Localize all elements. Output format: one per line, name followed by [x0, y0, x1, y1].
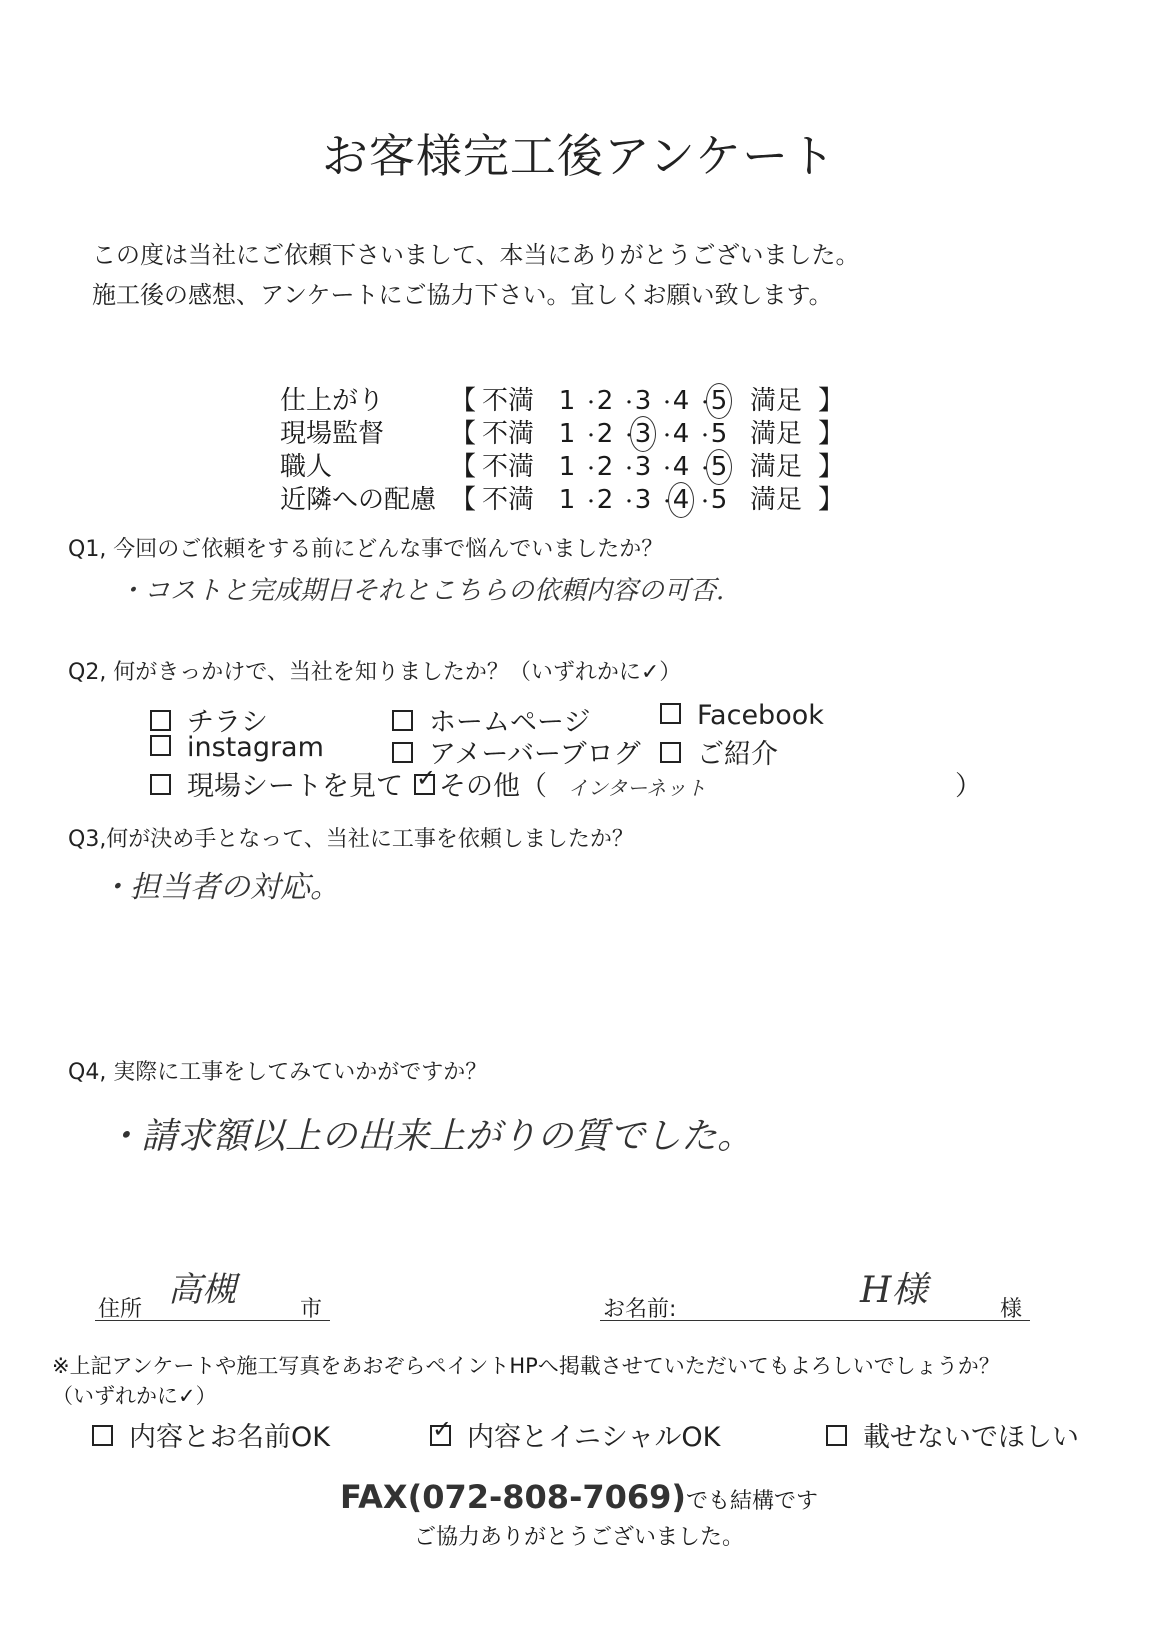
separator: ・: [620, 492, 639, 513]
rating-option-2[interactable]: 2: [596, 485, 614, 515]
q2-option-referral[interactable]: ご紹介: [660, 732, 778, 771]
consent-question: ※上記アンケートや施工写真をあおぞらペイントHPへ掲載させていただいてもよろしいでしょうか？: [52, 1354, 1000, 1378]
name-value: H様: [860, 1270, 928, 1311]
close-bracket: 】: [818, 419, 845, 449]
rating-option-5[interactable]: 5: [710, 419, 728, 449]
high-label: 満足: [750, 386, 803, 416]
open-bracket: 【: [450, 452, 477, 482]
rating-option-2[interactable]: 2: [596, 386, 614, 416]
q4-answer: ・請求額以上の出来上がりの質でした。: [105, 1116, 754, 1157]
separator: ・: [658, 459, 677, 480]
separator: ・: [620, 393, 639, 414]
rating-label: 職人: [280, 452, 333, 482]
separator: ・: [582, 393, 601, 414]
rating-option-3[interactable]: 3: [634, 452, 652, 482]
rating-option-1[interactable]: 1: [558, 452, 576, 482]
q3-question: Q3,何が決め手となって、当社に工事を依頼しましたか？: [68, 827, 634, 852]
checkbox-icon[interactable]: [660, 703, 681, 724]
q4-question: Q4, 実際に工事をしてみていかがですか？: [68, 1060, 488, 1085]
rating-option-3[interactable]: 3: [634, 485, 652, 515]
checkbox-icon[interactable]: [392, 710, 413, 731]
rating-option-2[interactable]: 2: [596, 452, 614, 482]
rating-label: 仕上がり: [280, 386, 385, 416]
open-bracket: 【: [450, 386, 477, 416]
separator: ・: [620, 426, 639, 447]
close-bracket: 】: [818, 485, 845, 515]
separator: ・: [658, 393, 677, 414]
rating-scale: [450, 479, 844, 516]
rating-label: 現場監督: [280, 419, 385, 449]
q2-option-instagram[interactable]: instagram: [150, 732, 324, 763]
checkbox-icon[interactable]: [660, 742, 681, 763]
q2-option-homepage[interactable]: ホームページ: [392, 700, 590, 739]
name-underline: [600, 1320, 1030, 1321]
checked-checkbox-icon[interactable]: [430, 1425, 451, 1446]
checkbox-icon[interactable]: [392, 742, 413, 763]
separator: ・: [696, 459, 715, 480]
rating-option-5[interactable]: 5: [704, 386, 734, 416]
rating-row: [280, 380, 844, 414]
separator: ・: [582, 426, 601, 447]
address-underline: [95, 1320, 330, 1321]
address-value: 高槻: [168, 1270, 236, 1310]
q2-question: Q2, 何がきっかけで、当社を知りましたか？（いずれかに✓）: [68, 660, 682, 685]
address-suffix: 市: [300, 1297, 323, 1322]
open-bracket: 【: [450, 485, 477, 515]
consent-note: （いずれかに✓）: [52, 1384, 217, 1408]
fax-line: [0, 1478, 1158, 1516]
rating-row: [280, 479, 844, 513]
consent-option-none[interactable]: 載せないでほしい: [826, 1415, 1079, 1454]
close-bracket: 】: [818, 452, 845, 482]
page-title: お客様完工後アンケート: [321, 129, 837, 183]
high-label: 満足: [750, 485, 803, 515]
rating-option-4[interactable]: 4: [666, 485, 696, 515]
rating-label: 近隣への配慮: [280, 485, 437, 515]
q3-answer: ・担当者の対応。: [100, 870, 340, 905]
q2-other-answer: インターネット: [568, 776, 707, 800]
rating-option-3[interactable]: 3: [634, 386, 652, 416]
q2-option-site-sheet[interactable]: 現場シートを見て: [150, 764, 403, 803]
consent-option-initial[interactable]: ✓ 内容とイニシャルOK: [430, 1415, 720, 1454]
rating-option-4[interactable]: 4: [672, 386, 690, 416]
checkbox-icon[interactable]: [150, 774, 171, 795]
open-bracket: 【: [450, 419, 477, 449]
separator: ・: [696, 393, 715, 414]
q2-option-facebook[interactable]: Facebook: [660, 700, 824, 731]
rating-option-4[interactable]: 4: [672, 419, 690, 449]
rating-scale: [450, 446, 844, 483]
checkbox-icon[interactable]: [92, 1425, 113, 1446]
separator: ・: [582, 459, 601, 480]
checkbox-icon[interactable]: [826, 1425, 847, 1446]
intro-line-2: 施工後の感想、アンケートにご協力下さい。宜しくお願い致します。: [92, 281, 833, 309]
rating-option-1[interactable]: 1: [558, 419, 576, 449]
low-label: 不満: [482, 386, 535, 416]
rating-option-1[interactable]: 1: [558, 485, 576, 515]
thanks-text: ご協力ありがとうございました。: [413, 1525, 744, 1550]
intro-line-1: この度は当社にご依頼下さいまして、本当にありがとうございました。: [92, 241, 860, 269]
rating-option-4[interactable]: 4: [672, 452, 690, 482]
rating-row: [280, 413, 844, 447]
separator: ・: [696, 426, 715, 447]
separator: ・: [658, 492, 677, 513]
q2-option-other[interactable]: ✓ その他（: [414, 764, 547, 803]
rating-option-3[interactable]: 3: [628, 419, 658, 449]
rating-option-5[interactable]: 5: [710, 485, 728, 515]
rating-scale: [450, 380, 844, 417]
low-label: 不満: [482, 419, 535, 449]
q2-option-ameba-blog[interactable]: アメーバーブログ: [392, 732, 641, 771]
rating-option-1[interactable]: 1: [558, 386, 576, 416]
rating-option-2[interactable]: 2: [596, 419, 614, 449]
separator: ・: [696, 492, 715, 513]
rating-option-5[interactable]: 5: [704, 452, 734, 482]
name-suffix: 様: [1000, 1297, 1023, 1322]
high-label: 満足: [750, 452, 803, 482]
q1-answer: ・コストと完成期日それとこちらの依頼内容の可否.: [118, 576, 725, 606]
consent-option-name[interactable]: 内容とお名前OK: [92, 1415, 330, 1454]
separator: ・: [582, 492, 601, 513]
name-label: お名前:: [603, 1297, 677, 1322]
checkbox-icon[interactable]: [150, 735, 171, 756]
close-bracket: 】: [818, 386, 845, 416]
fax-number: FAX(072-808-7069): [339, 1478, 687, 1516]
low-label: 不満: [482, 452, 535, 482]
checkbox-icon[interactable]: [150, 710, 171, 731]
checked-checkbox-icon[interactable]: [414, 774, 435, 795]
q2-option-flyer[interactable]: チラシ: [150, 700, 268, 739]
q2-other-close: ）: [955, 771, 982, 802]
rating-row: [280, 446, 844, 480]
high-label: 満足: [750, 419, 803, 449]
separator: ・: [620, 459, 639, 480]
address-label: 住所: [98, 1297, 143, 1322]
low-label: 不満: [482, 485, 535, 515]
rating-scale: [450, 413, 844, 450]
separator: ・: [658, 426, 677, 447]
q1-question: Q1, 今回のご依頼をする前にどんな事で悩んでいましたか？: [68, 537, 664, 562]
fax-note: でも結構です: [686, 1489, 819, 1514]
